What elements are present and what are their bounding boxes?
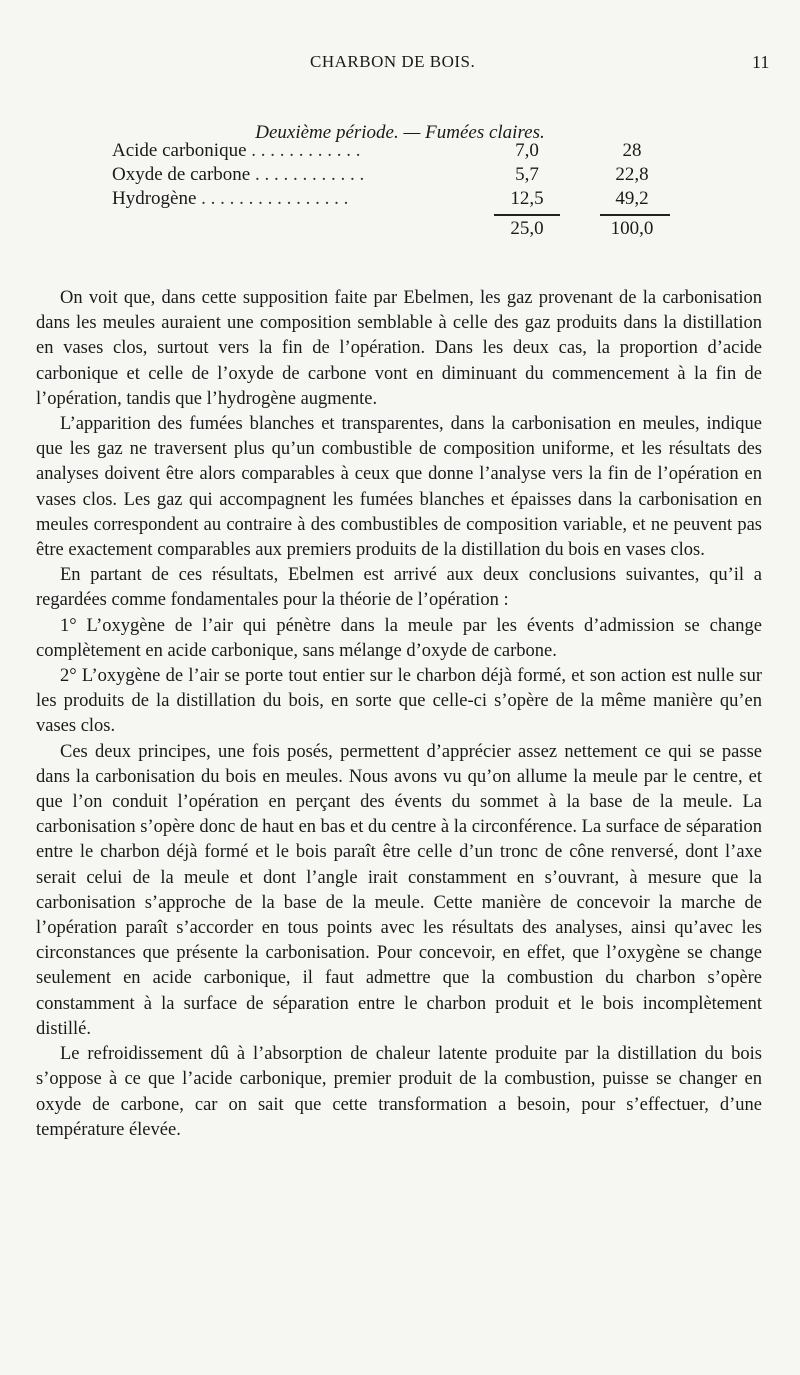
volume-value: 5,7 (515, 164, 539, 185)
table-row (112, 140, 672, 164)
paragraph: Ces deux principes, une fois posés, permettent d’apprécier assez nettement ce qui se passe dans la carbonisation du bois en meules. Nous avons vu qu’on allume la meule par le centre, et que l’on conduit l’opération en perçant des évents du sommet à la base de la meule. La carbonisation s’opère donc de haut en bas et du centre à la circonférence. La surface de séparation entre le charbon déjà formé et le bois paraît être celle d’un tronc de cône renversé, dont l’axe serait celui de la meule et dont l’angle irait constamment en s’ouvrant, à mesure que la carbonisation s’approche de la base de la meule. Cette manière de concevoir la marche de l’opération paraît s’accorder en tous points avec les résultats des analyses, ainsi qu’avec les circonstances que présente la carbonisation. Pour concevoir, en effet, que l’oxygène se change seulement en acide carbonique, il faut admettre que la combustion du charbon s’opère constamment à la surface de séparation entre le charbon produit et le bois incomplètement distillé. (36, 741, 762, 1039)
sum-rule (494, 214, 560, 216)
row-label: Hydrogène . . . . . . . . . . . . . . . . (112, 188, 349, 209)
paragraph: 2° L’oxygène de l’air se porte tout entier sur le charbon déjà formé, et son action est nulle sur les produits de la distillation du bois, en sorte que celle-ci s’opère de la même manière qu’en vases clos. (36, 666, 762, 737)
paragraph: Le refroidissement dû à l’absorption de chaleur latente produite par la distillation du bois s’oppose à ce que l’acide carbonique, premier produit de la combustion, puisse se changer en oxyde de carbone, car on sait que cette transformation a besoin, pour s’effectuer, d’une température élevée. (36, 1044, 762, 1140)
row-label: Oxyde de carbone . . . . . . . . . . . . (112, 164, 365, 185)
paragraph: L’apparition des fumées blanches et transparentes, dans la carbonisation en meules, indique que les gaz ne traversent plus qu’un combustible de composition uniforme, et les résultats des analyses doivent être alors comparables à ceux que donne l’analyse vers la fin de l’opération en vases clos. Les gaz qui accompagnent les fumées blanches et épaisses dans la carbonisation en meules correspondent au contraire à des combustibles de composition variable, et ne peuvent pas être exactement comparables aux premiers produits de la distillation du bois en vases clos. (36, 414, 762, 561)
total-percent: 100,0 (610, 218, 654, 239)
page-number: 11 (752, 52, 770, 72)
total-volume: 25,0 (510, 218, 544, 239)
paragraph: 1° L’oxygène de l’air qui pénètre dans la meule par les évents d’admission se change complètement en acide carbonique, sans mélange d’oxyde de carbone. (36, 615, 762, 661)
page-header (0, 52, 800, 76)
gas-composition-table (112, 140, 672, 244)
table-row (112, 188, 672, 212)
section-title: Deuxième période. — Fumées claires. (255, 122, 545, 143)
sum-rule (600, 214, 670, 216)
body-text (36, 286, 762, 1143)
percent-value: 22,8 (615, 164, 649, 185)
running-title: CHARBON DE BOIS. (310, 52, 476, 71)
percent-value: 28 (622, 140, 642, 161)
table-row (112, 164, 672, 188)
paragraph: En partant de ces résultats, Ebelmen est arrivé aux deux conclusions suivantes, qu’il a regardées comme fondamentales pour la théorie de l’opération : (36, 565, 762, 611)
volume-value: 12,5 (510, 188, 544, 209)
row-label: Acide carbonique . . . . . . . . . . . . (112, 140, 361, 161)
paragraph: On voit que, dans cette supposition faite par Ebelmen, les gaz provenant de la carbonisation dans les meules auraient une composition semblable à celle des gaz produits dans la distillation en vases clos, surtout vers la fin de l’opération. Dans les deux cas, la proportion d’acide carbonique et celle de l’oxyde de carbone vont en diminuant du commencement à la fin de l’opération, tandis que l’hydrogène augmente. (36, 288, 762, 409)
percent-value: 49,2 (615, 188, 649, 209)
volume-value: 7,0 (515, 140, 539, 161)
totals-row (112, 218, 672, 244)
